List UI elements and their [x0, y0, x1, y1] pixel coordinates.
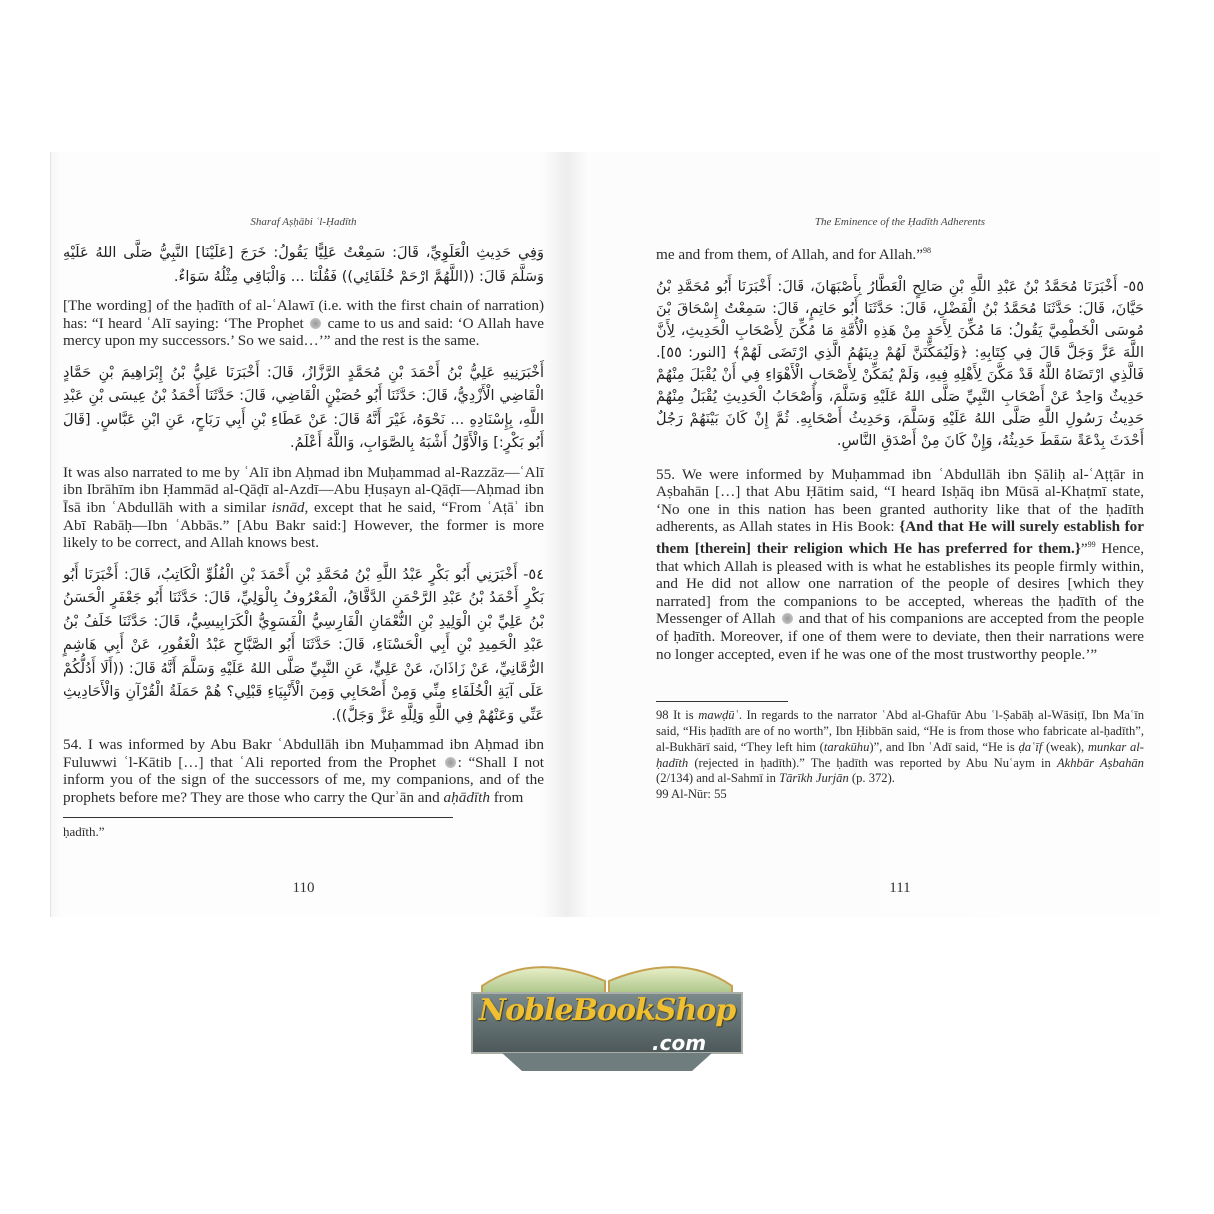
text: )”, and Ibn ʿAdī said, “He is	[869, 739, 1015, 754]
text: 98 It is	[656, 708, 694, 723]
text: came to us and said: ‘O Allah have mercy upon my successors.’ So we said…’” and the rest is the same.	[63, 314, 545, 350]
text: and that of his companions are accepted from the people of ḥadīth. Moreover, if one of them were to deviate, then their narrations were no longer accepted, even if he was one of the most trustworthy people.’”	[656, 610, 1144, 663]
text: , except that he said, “From ʿAṭāʾ ibn Abī Rabāḥ—Ibn ʿAbbās.” [Abu Bakr said:] However, the former is more likely to be correct, and Allah knows best.	[63, 498, 545, 552]
english-paragraph	[63, 297, 544, 350]
text: . In regards to the narrator ʿAbd al-Ghafūr Abu ʿl-Ṣabāḥ al-Wāsiṭī, Ibn Maʿīn said, “His ḥadīth are of no worth”, Ibn Ḥibbān said, “He is from those who fabricate al-ḥadīth”, al-Bukhārī said, “They left him (	[656, 708, 1144, 754]
italic-term: tarakūhu	[823, 739, 870, 754]
text: (2/134) and al-Sahmī in	[656, 771, 776, 786]
salutation-icon	[445, 757, 456, 768]
brand-domain: .com	[652, 1030, 707, 1055]
running-header-right: The Eminence of the Ḥadīth Adherents	[814, 216, 986, 228]
footnote-rule	[656, 701, 788, 702]
right-page	[568, 152, 1160, 917]
english-paragraph	[63, 464, 544, 552]
text: [The wording] of the ḥadīth of al-ʿAlawī (i.e. with the first chain of narration) has: “I heard ʿAlī saying: ‘The Prophet	[63, 297, 544, 332]
salutation-icon	[782, 613, 793, 624]
text: (p. 372).	[851, 771, 895, 786]
noble-book-shop-watermark	[442, 931, 772, 1071]
footnote-rule	[63, 817, 453, 819]
page-number: 110	[292, 879, 315, 896]
footnote-continuation: ḥadīth.”	[63, 824, 105, 840]
english-paragraph: 55. We were informed by Muḥammad ibn ʿAbdullāh ibn Ṣāliḥ al-ʿAṭṭār in Aṣbahān […] that Abu Ḥātim said, “I heard Isḥāq ibn Mūsā al-Khaṭmī state, ‘No one in this nation has been granted authority like that of the ḥadīth adherents, as Allah states in His Book: {And that He will surely establish for them [therein] their religion which He has preferred for them.}”$^{99}$ Hence, that which Allah is pleased with is what he establishes its people firmly within, and He did not allow one narration of the people of desires [which they narrated] from the companions to be accepted, whereas the ḥadīth of the Messenger of Allah and that of his companions are accepted from the people of ḥadīth. Moreover, if one of them were to deviate, then their narrations were no longer accepted, even if he was one of the most trustworthy people.’”	[656, 465, 1145, 663]
text: It was also narrated to me by ʿAlī ibn Aḥmad ibn Muḥammad al-Razzāz—ʿAlī ibn Ibrāhīm ibn Ḥammād al-Qāḍī al-Azdī—Abu Ḥuṣayn al-Qāḍī—Aḥmad ibn Īsā ibn ʿAbdullāh with a similar	[63, 463, 544, 516]
italic-term: mawḍūʿ	[698, 708, 739, 723]
running-header-left: Sharaf Aṣḥābi ʿl-Ḥadīth	[250, 216, 357, 228]
italic-term: munkar al-ḥadīth	[656, 739, 1144, 770]
arabic-paragraph: وَفِي حَدِيثِ الْعَلَوِيِّ، قَالَ: سَمِعْتُ عَلِيًّا يَقُولُ: خَرَجَ [عَلَيْنَا] النَّبِيُّ صَلَّى اللهُ عَلَيْهِ وَسَلَّمَ قَالَ: ((اللَّهُمَّ ارْحَمْ خُلَفَائِي)) فَقُلْنَا ... وَالْبَاقِي مِثْلُهُ سَوَاءٌ.	[63, 245, 544, 285]
salutation-icon	[310, 318, 321, 329]
quran-quote: {And that He will surely establish for them [therein] their religion which He has preferred for them.}	[656, 518, 1145, 558]
footnote-99: 99 Al-Nūr: 55	[656, 787, 727, 802]
brand-name: NobleBookShop	[478, 992, 736, 1028]
footnote-98	[656, 708, 1144, 787]
page-number: 111	[889, 879, 911, 896]
english-paragraph	[63, 736, 544, 806]
arabic-paragraph: أَخْبَرَنِيهِ عَلِيُّ بْنُ أَحْمَدَ بْنِ مُحَمَّدٍ الرَّزَّازُ، قَالَ: أَخْبَرَنَا عَلِيُّ بْنُ إِبْرَاهِيمَ بْنِ حَمَّادٍ الْقَاضِي الْأَزْدِيُّ، قَالَ: حَدَّثَنَا أَبُو حُصَيْنٍ الْقَاضِي، قَالَ: حَدَّثَنَا أَحْمَدُ بْنُ عِيسَى بْنِ عَبْدِ اللَّهِ، بِإِسْنَادِهِ ... نَحْوَهُ، غَيْرَ أَنَّهُ قَالَ: عَنْ عَطَاءِ بْنِ أَبِي رَبَاحٍ، عَنِ ابْنِ عَبَّاسٍ. [قَالَ أَبُو بَكْرٍ:] وَالْأَوَّلُ أَشْبَهُ بِالصَّوَابِ، وَاللَّهُ أَعْلَمُ.	[63, 364, 544, 452]
english-continuation	[656, 242, 1144, 264]
left-page	[50, 152, 568, 917]
italic-term: Akhbār Aṣbahān	[1056, 755, 1144, 770]
arabic-paragraph: ٥٤- أَخْبَرَنِي أَبُو بَكْرٍ عَبْدُ اللَّهِ بْنُ مُحَمَّدِ بْنِ أَحْمَدَ بْنِ الْفُلُوِّ الْكَاتِبُ، قَالَ: أَخْبَرَنَا أَبُو بَكْرٍ أَحْمَدُ بْنُ عَبْدِ الرَّحْمَنِ الدَّقَّاقُ، الْمَعْرُوفُ بِالْوَلِيِّ، قَالَ: حَدَّثَنَا أَبُو جَعْفَرٍ الْحَسَنُ بْنُ عَلِيِّ بْنِ الْوَلِيدِ بْنِ النُّعْمَانِ الْفَارِسِيُّ الْفَسَوِيُّ الْكَرَابِيسِيُّ، قَالَ: حَدَّثَنَا خَلَفُ بْنُ عَبْدِ الْحَمِيدِ بْنِ أَبِي الْحَسْنَاءِ، قَالَ: حَدَّثَنَا أَبُو الصَّبَّاحِ عَبْدُ الْغَفُورِ، عَنْ أَبِي هَاشِمٍ الرُّمَّانِيِّ، عَنْ زَاذَانَ، عَنْ عَلِيٍّ، عَنِ النَّبِيِّ صَلَّى اللهُ عَلَيْهِ وَسَلَّمَ أَنَّهُ قَالَ: ((أَلَا أَدُلُّكُمْ عَلَى آيَةِ الْخُلَفَاءِ مِنِّي وَمِنْ أَصْحَابِي وَمِنَ الْأَنْبِيَاءِ قَبْلِي؟ هُمْ حَمَلَةُ الْقُرْآنِ وَالْأَحَادِيثِ عَنِّي وَعَنْهُمْ فِي اللَّهِ وَلِلَّهِ عَزَّ وَجَلَّ)).	[63, 566, 544, 724]
text: 54. I was informed by Abu Bakr ʿAbdullāh ibn Muḥammad ibn Aḥmad ibn Fuluwwi ʿl-Kātib […] that ʿAli reported from the Prophet	[63, 736, 544, 771]
text: (weak),	[1045, 739, 1085, 754]
italic-term: isnād	[271, 498, 305, 516]
italic-term: Tārīkh Jurjān	[779, 771, 849, 786]
footnote-ref: 99	[1087, 540, 1096, 550]
book-spread	[50, 0, 1160, 917]
arabic-paragraph: ٥٥- أَخْبَرَنَا مُحَمَّدُ بْنُ عَبْدِ اللَّهِ بْنِ صَالِحٍ الْعَطَّارُ بِأَصْبَهَانَ، قَالَ: أَخْبَرَنَا أَبُو مُحَمَّدِ بْنُ حَيَّانَ، قَالَ: حَدَّثَنَا مُحَمَّدُ بْنُ الْفَضْلِ، قَالَ: حَدَّثَنَا أَبُو حَاتِمٍ، قَالَ: سَمِعْتُ إِسْحَاقَ بْنَ مُوسَى الْخَطْمِيَّ يَقُولُ: مَا مُكِّنَ لِأَحَدٍ مِنْ هَذِهِ الْأُمَّةِ مَا مُكِّنَ لِأَصْحَابِ الْحَدِيثِ، لِأَنَّ اللَّهَ عَزَّ وَجَلَّ قَالَ فِي كِتَابِهِ: ﴿وَلَيُمَكِّنَنَّ لَهُمْ دِينَهُمُ الَّذِي ارْتَضَى لَهُمْ﴾ [النور: ٥٥]. فَالَّذِي ارْتَضَاهُ اللَّهُ قَدْ مَكَّنَ لِأَهْلِهِ فِيهِ، وَلَمْ يُمَكِّنْ لِأَصْحَابِ الْأَهْوَاءِ فِي أَنْ يُقْبَلَ مِنْهُمْ حَدِيثٌ وَاحِدٌ عَنْ أَصْحَابِ النَّبِيِّ صَلَّى اللهُ عَلَيْهِ وَسَلَّمَ، وَأَصْحَابُ الْحَدِيثِ يُقْبَلُ مِنْهُمْ حَدِيثُ رَسُولِ اللَّهِ صَلَّى اللهُ عَلَيْهِ وَسَلَّمَ، وَحَدِيثُ أَصْحَابِهِ. ثُمَّ إِنْ كَانَ بَيْنَهُمْ رَجُلٌ أَحْدَثَ بِدْعَةً سَقَطَ حَدِيثُهُ، وَإِنْ كَانَ مِنْ أَصْدَقِ النَّاسِ.	[656, 278, 1144, 449]
text: from	[493, 789, 524, 807]
text: (rejected in ḥadīth).” The ḥadīth was reported by Abu Nuʿaym in	[694, 755, 1051, 770]
text: Hence, that which Allah is pleased with is what he establishes its people firmly within, and He did not allow one narration of the people of desires [which they narrated] from the companions to be accepted, whereas the ḥadīth of the Messenger of Allah	[656, 540, 1144, 628]
italic-term: aḥādīth	[443, 789, 490, 807]
text: 55. We were informed by Muḥammad ibn ʿAbdullāh ibn Ṣāliḥ al-ʿAṭṭār in Aṣbahān […] that Abu Ḥātim said, “I heard Isḥāq ibn Mūsā al-Khaṭmī state, ‘No one in this nation has been granted authority like that of the ḥadīth adherents, as Allah states in His Book:	[656, 465, 1144, 536]
text: : “Shall I not inform you of the sign of the successors of me, my companions, and of the prophets before me? They are those who carry the Qurʾān and	[63, 753, 545, 807]
footnote-ref: 98	[922, 246, 931, 255]
text: me and from them, of Allah, and for Allah.”	[656, 246, 923, 264]
italic-term: ḍaʿīf	[1018, 739, 1043, 754]
